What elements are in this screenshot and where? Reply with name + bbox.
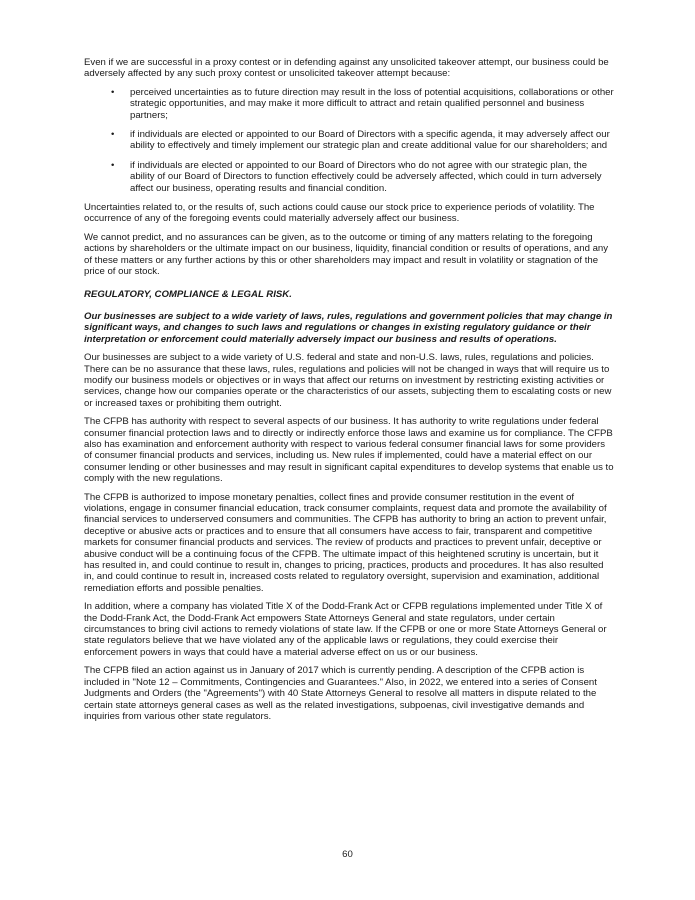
bullet-text: if individuals are elected or appointed to our Board of Directors who do not agree with our strategic plan, the ability of our Board of Directors to function effectively could be adversely affected, which could in turn adversely affect our business, operating results and financial condition. [130, 159, 602, 194]
document-page [84, 57, 614, 729]
cfpb-action-paragraph: The CFPB filed an action against us in January of 2017 which is currently pending. A description of the CFPB action is included in "Note 12 – Commitments, Contingencies and Guarantees." Also, in 2022, we entered into a series of Consent Judgments and Orders (the "Agreements") with 40 State Attorneys General to resolve all matters in dispute related to the certain state attorneys general cases as well as the related investigations, subpoenas, civil investigative demands and inquiries from various other state regulators. [84, 665, 597, 722]
cfpb-authority-paragraph: The CFPB has authority with respect to several aspects of our business. It has authority to write regulations under federal consumer financial protection laws and to directly or indirectly enforce those laws and examine us for compliance. The CFPB also has examination and enforcement authority with respect to various federal consumer financial laws for some providers of consumer financial products and services, including us. New rules if implemented, could have a material effect on our consumer lending or other businesses and may result in significant capital expenditures to develop systems that enable us to comply with the new regulations. [84, 416, 614, 485]
title-x-paragraph: In addition, where a company has violated Title X of the Dodd-Frank Act or CFPB regulations implemented under Title X of the Dodd-Frank Act, the Dodd-Frank Act empowers State Attorneys General and state regulators, under certain circumstances to bring civil actions to remedy violations of state law. If the CFPB or one or more State Attorneys General or state regulators believe that we have violated any of the applicable laws or regulations, they could exercise their enforcement powers in ways that could have a material adverse effect on us or our business. [84, 601, 607, 658]
laws-paragraph: Our businesses are subject to a wide variety of U.S. federal and state and non-U.S. laws, rules, regulations and policies. There can be no assurance that these laws, rules, regulations and policies will not be changed in ways that will require us to modify our business models or objectives or in ways that affect our returns on investment by restricting existing activities or services, change how our companies operate or the characteristics of our assets, subjecting them to escalating costs or new or increased taxes or prohibiting them outright. [84, 352, 612, 409]
bullet-list [84, 87, 614, 194]
section-heading: REGULATORY, COMPLIANCE & LEGAL RISK. [84, 288, 292, 300]
bullet-text: if individuals are elected or appointed to our Board of Directors with a specific agenda, it may adversely affect our ability to effectively and timely implement our strategic plan and create additional value for our shareholders; and [130, 129, 610, 152]
bullet-item [84, 87, 614, 121]
bullet-text: perceived uncertainties as to future direction may result in the loss of potential acquisitions, collaborations or other strategic opportunities, and may make it more difficult to attract and retain qualified personnel and business partners; [130, 86, 614, 121]
bullet-icon: • [111, 86, 115, 98]
risk-factor-heading: Our businesses are subject to a wide variety of laws, rules, regulations and government policies that may change in significant ways, and changes to such laws and regulations or changes in existing regulatory guidance or their interpretation or enforcement could materially adversely impact our business and results of operations. [84, 310, 613, 345]
bullet-icon: • [111, 129, 115, 141]
bullet-item [84, 160, 614, 194]
uncertainties-paragraph: Uncertainties related to, or the results of, such actions could cause our stock price to experience periods of volatility. The occurrence of any of the foregoing events could materially adversely affect our business. [84, 202, 595, 225]
page-number: 60 [342, 849, 353, 860]
cannot-predict-paragraph: We cannot predict, and no assurances can be given, as to the outcome or timing of any matters relating to the foregoing actions by shareholders or the ultimate impact on our business, liquidity, financial condition or results of operations, and any of these matters or any further actions by this or other shareholders may impact and result in volatility or stagnation of the price of our stock. [84, 231, 609, 278]
cfpb-penalties-paragraph: The CFPB is authorized to impose monetary penalties, collect fines and provide consumer restitution in the event of violations, engage in consumer financial education, track consumer complaints, request data and promote the availability of financial services to underserved consumers and communities. The CFPB has authority to bring an action to prevent unfair, deceptive or abusive acts or practices and to ensure that all consumers have access to fair, transparent and competitive markets for consumer financial products and services. The review of products and practices to prevent unfair, deceptive or abusive conduct will be a continuing focus of the CFPB. The ultimate impact of this heightened scrutiny is uncertain, but it has resulted in, and could continue to result in, changes to pricing, practices, products and procedures. It has also resulted in, and could continue to result in, increased costs related to regulatory oversight, supervision and examination, additional remediation efforts and possible penalties. [84, 491, 607, 594]
bullet-item [84, 129, 614, 152]
intro-paragraph: Even if we are successful in a proxy contest or in defending against any unsolicited takeover attempt, our business could be adversely affected by any such proxy contest or unsolicited takeover attempt because: [84, 57, 609, 80]
bullet-icon: • [111, 159, 115, 171]
